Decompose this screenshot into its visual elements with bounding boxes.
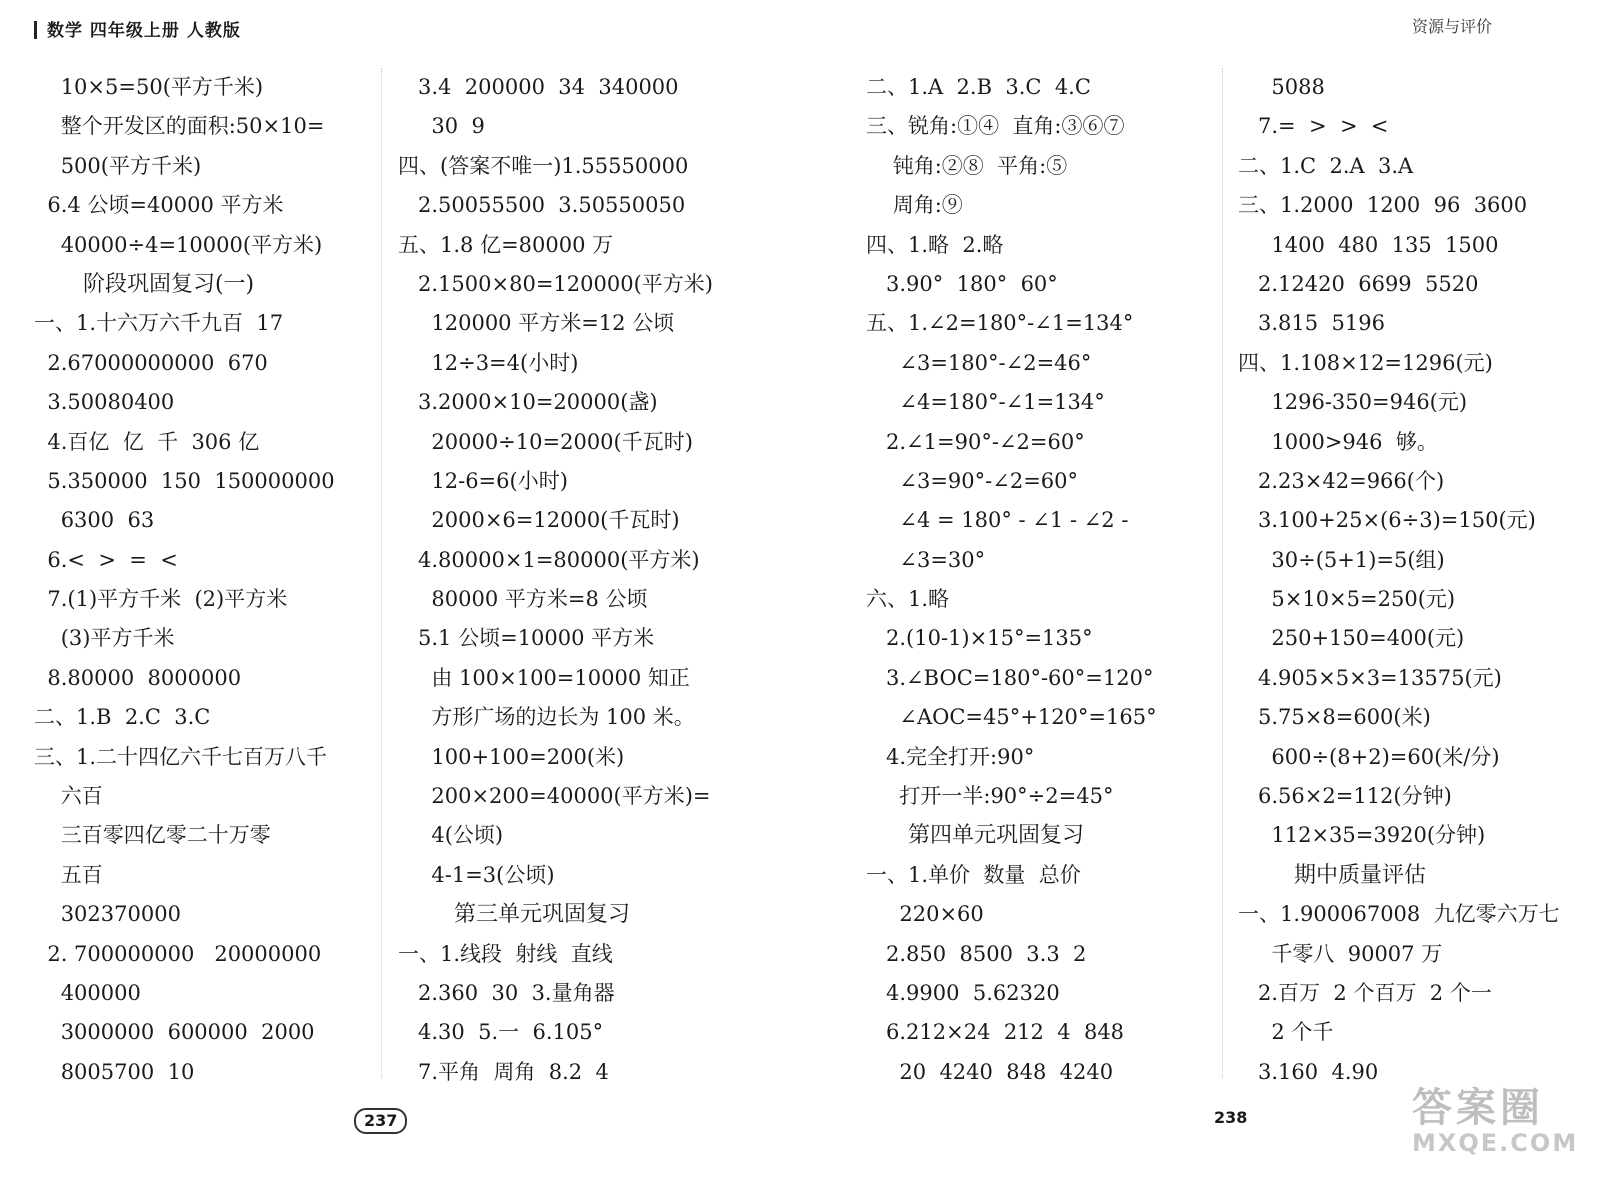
answer-line: 2.(10-1)×15°=135°	[866, 626, 1093, 651]
answer-line: 由 100×100=10000 知正	[398, 665, 690, 690]
header-subtitle: 资源与评价	[1412, 17, 1493, 36]
answer-line: 四、1.108×12=1296(元)	[1238, 350, 1493, 375]
answer-line: 五、1.8 亿=80000 万	[398, 232, 614, 257]
answer-line: 2.百万 2 个百万 2 个一	[1238, 980, 1492, 1005]
answer-line: 3000000 600000 2000	[34, 1020, 315, 1045]
answer-line: 二、1.C 2.A 3.A	[1238, 153, 1414, 178]
section-heading: 阶段巩固复习(一)	[34, 271, 255, 297]
answer-line: 3.160 4.90	[1238, 1059, 1379, 1084]
answer-line: 2.360 30 3.量角器	[398, 980, 615, 1005]
answer-line: 200×200=40000(平方米)=	[398, 784, 711, 809]
answer-line: 4-1=3(公顷)	[398, 862, 555, 887]
answer-line: 整个开发区的面积:50×10=	[34, 114, 325, 139]
answer-line: 3.100+25×(6÷3)=150(元)	[1238, 508, 1536, 533]
answer-line: (3)平方千米	[34, 626, 175, 651]
answer-line: 三、1.二十四亿六千七百万八千	[34, 744, 328, 769]
answer-line: 7.= > > <	[1238, 114, 1389, 139]
answer-line: 周角:⑨	[866, 193, 963, 218]
answer-line: 40000÷4=10000(平方米)	[34, 232, 323, 257]
answer-line: 3.4 200000 34 340000	[398, 75, 679, 99]
header-bar	[34, 21, 37, 39]
section-heading: 第四单元巩固复习	[866, 823, 1084, 849]
answer-line: 7.平角 周角 8.2 4	[398, 1059, 609, 1084]
answer-line: 5.350000 150 150000000	[34, 468, 335, 493]
answer-line: 4.9900 5.62320	[866, 980, 1060, 1005]
answer-line: 2.12420 6699 5520	[1238, 271, 1479, 296]
answer-line: 500(平方千米)	[34, 153, 202, 178]
answer-line: 四、(答案不唯一)1.55550000	[398, 153, 689, 178]
answer-line: 二、1.A 2.B 3.C 4.C	[866, 75, 1091, 99]
answer-line: 7.(1)平方千米 (2)平方米	[34, 587, 288, 612]
answer-line: 8005700 10	[34, 1059, 195, 1084]
answer-line: 一、1.十六万六千九百 17	[34, 311, 284, 336]
answer-line: 6.4 公顷=40000 平方米	[34, 193, 284, 218]
answer-line: 2.1500×80=120000(平方米)	[398, 271, 713, 296]
answer-line: 10×5=50(平方千米)	[34, 75, 264, 99]
answer-line: 2.850 8500 3.3 2	[866, 941, 1087, 966]
answer-line: 2 个千	[1238, 1020, 1334, 1045]
answer-column-1	[34, 68, 379, 1092]
answer-line: 112×35=3920(分钟)	[1238, 823, 1486, 848]
answer-line: 2.∠1=90°-∠2=60°	[866, 429, 1085, 454]
column-divider	[1222, 68, 1223, 1078]
answer-line: 3.50080400	[34, 390, 175, 415]
answer-line: ∠3=90°-∠2=60°	[866, 468, 1079, 493]
answer-line: ∠3=30°	[866, 547, 986, 572]
answer-line: 五百	[34, 862, 103, 887]
answer-line: 1296-350=946(元)	[1238, 390, 1468, 415]
answer-line: 2. 700000000 20000000	[34, 941, 322, 966]
answer-line: 2000×6=12000(千瓦时)	[398, 508, 680, 533]
answer-line: 80000 平方米=8 公顷	[398, 587, 648, 612]
answer-line: 2.50055500 3.50550050	[398, 193, 686, 218]
watermark-logo	[1412, 1076, 1588, 1180]
answer-line: 3.∠BOC=180°-60°=120°	[866, 665, 1154, 690]
answer-line: 5.1 公顷=10000 平方米	[398, 626, 655, 651]
answer-line: 千零八 90007 万	[1238, 941, 1443, 966]
answer-column-2	[398, 68, 798, 1092]
answer-line: 四、1.略 2.略	[866, 232, 1004, 257]
answer-line: 5×10×5=250(元)	[1238, 587, 1456, 612]
answer-line: 一、1.900067008 九亿零六万七	[1238, 902, 1560, 927]
answer-line: 4.80000×1=80000(平方米)	[398, 547, 700, 572]
section-heading: 第三单元巩固复习	[398, 902, 630, 928]
answer-column-3	[866, 68, 1216, 1092]
answer-line: 1400 480 135 1500	[1238, 232, 1499, 257]
answer-line: 8.80000 8000000	[34, 665, 242, 690]
section-heading: 期中质量评估	[1238, 862, 1426, 888]
answer-line: 4(公顷)	[398, 823, 504, 848]
answer-line: 一、1.线段 射线 直线	[398, 941, 613, 966]
answer-line: 120000 平方米=12 公顷	[398, 311, 675, 336]
answer-line: 20 4240 848 4240	[866, 1059, 1114, 1084]
answer-column-4	[1238, 68, 1583, 1092]
watermark-text: 答案圈	[1412, 1085, 1544, 1131]
answer-line: 3.90° 180° 60°	[866, 271, 1058, 296]
answer-line: ∠3=180°-∠2=46°	[866, 350, 1092, 375]
answer-line: 一、1.单价 数量 总价	[866, 862, 1081, 887]
answer-line: 12-6=6(小时)	[398, 468, 568, 493]
answer-line: 6.< > = <	[34, 547, 178, 572]
answer-line: 3.2000×10=20000(盏)	[398, 390, 658, 415]
answer-line: 六百	[34, 784, 103, 809]
answer-line: 打开一半:90°÷2=45°	[866, 784, 1114, 809]
answer-line: 6300 63	[34, 508, 155, 533]
answer-line: 5088	[1238, 75, 1325, 99]
answer-line: 20000÷10=2000(千瓦时)	[398, 429, 693, 454]
answer-line: 600÷(8+2)=60(米/分)	[1238, 744, 1500, 769]
page-number-right: 238	[1214, 1108, 1248, 1127]
answer-line: 五、1.∠2=180°-∠1=134°	[866, 311, 1134, 336]
page-number-left: 237	[354, 1108, 407, 1134]
answer-line: 二、1.B 2.C 3.C	[34, 705, 211, 730]
answer-line: 3.815 5196	[1238, 311, 1385, 336]
answer-line: 2.23×42=966(个)	[1238, 468, 1445, 493]
watermark-url: MXQE.COM	[1412, 1129, 1579, 1157]
answer-line: ∠AOC=45°+120°=165°	[866, 705, 1157, 730]
header-title	[34, 16, 241, 41]
answer-line: 4.百亿 亿 千 306 亿	[34, 429, 260, 454]
header-title-text: 数学 四年级上册 人教版	[47, 21, 241, 41]
answer-line: 2.67000000000 670	[34, 350, 268, 375]
answer-line: 6.56×2=112(分钟)	[1238, 784, 1452, 809]
answer-line: 钝角:②⑧ 平角:⑤	[866, 153, 1068, 178]
answer-line: 30 9	[398, 114, 485, 139]
answer-line: ∠4 = 180° - ∠1 - ∠2 -	[866, 508, 1129, 533]
answer-line: 30÷(5+1)=5(组)	[1238, 547, 1445, 572]
answer-line: 三、锐角:①④ 直角:③⑥⑦	[866, 114, 1125, 139]
answer-line: 六、1.略	[866, 587, 950, 612]
answer-line: 5.75×8=600(米)	[1238, 705, 1431, 730]
answer-line: 6.212×24 212 4 848	[866, 1020, 1125, 1045]
answer-line: 302370000	[34, 902, 181, 927]
answer-line: 250+150=400(元)	[1238, 626, 1465, 651]
answer-line: 400000	[34, 980, 141, 1005]
answer-line: 1000>946 够。	[1238, 429, 1438, 454]
column-divider	[381, 68, 382, 1078]
answer-line: 三百零四亿零二十万零	[34, 823, 271, 848]
answer-line: 4.完全打开:90°	[866, 744, 1035, 769]
answer-line: 100+100=200(米)	[398, 744, 625, 769]
answer-line: 12÷3=4(小时)	[398, 350, 579, 375]
answer-line: 4.905×5×3=13575(元)	[1238, 665, 1502, 690]
answer-line: ∠4=180°-∠1=134°	[866, 390, 1105, 415]
answer-line: 220×60	[866, 902, 984, 927]
answer-line: 三、1.2000 1200 96 3600	[1238, 193, 1528, 218]
answer-line: 4.30 5.一 6.105°	[398, 1020, 604, 1045]
answer-line: 方形广场的边长为 100 米。	[398, 705, 695, 730]
